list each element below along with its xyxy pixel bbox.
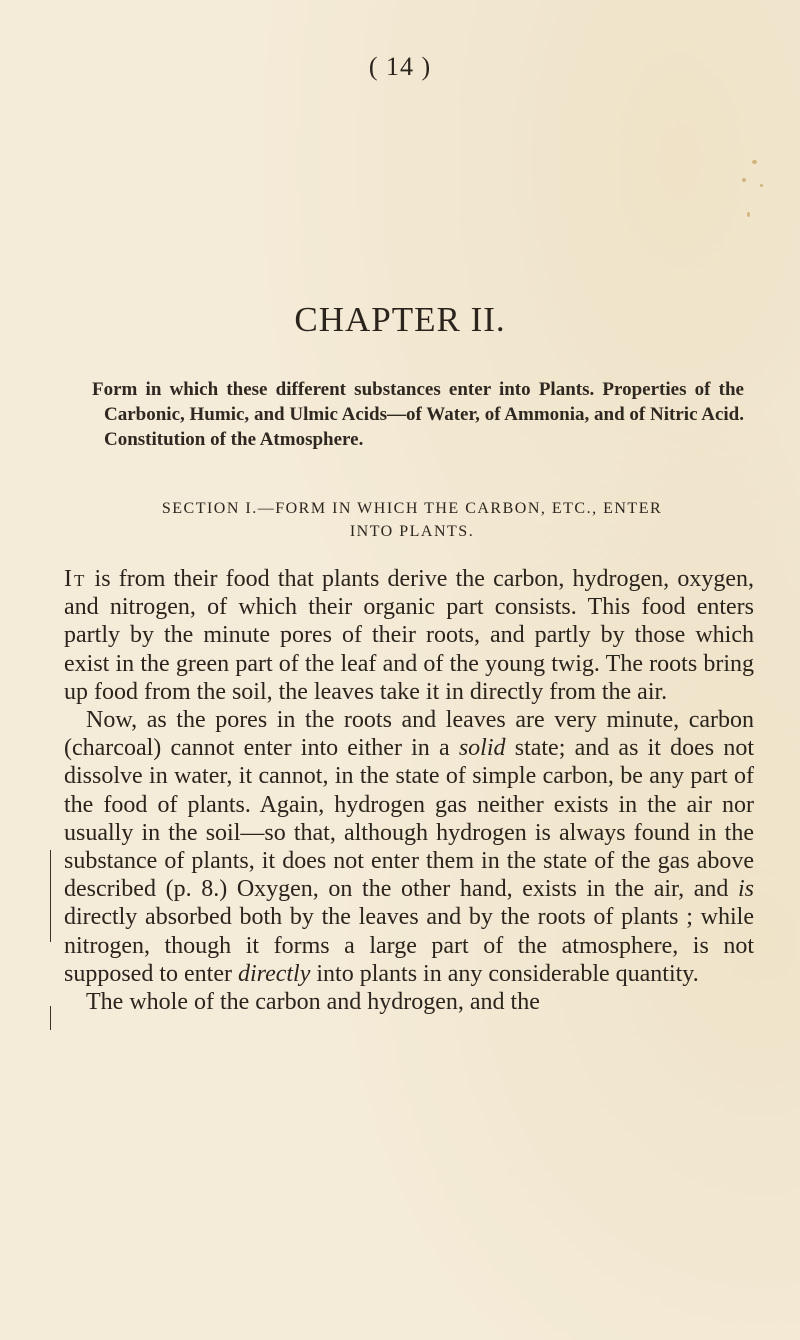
- chapter-synopsis: Form in which these different substances enter into Plants. Properties of the Carbonic, Humic, and Ulmic Acids—of Water, of Ammonia, and of Nitric Acid. Constitution of the Atmosphere.: [92, 379, 744, 450]
- paragraph-2-text-a: Now, as the pores in the roots and leaves are very minute, carbon (charcoal) cannot enter into either in a: [64, 707, 754, 762]
- emphasis-is: is: [737, 876, 754, 903]
- paper-stain: [742, 178, 746, 182]
- section-heading: [92, 497, 732, 543]
- paragraph-1-text: is from their food that plants derive the carbon, hydrogen, oxygen, and nitrogen, of which their organic part consists. This food enters partly by the minute pores of their roots, and partly by those which exist in the green part of the leaf and of the young twig. The roots bring up food from the soil, the leaves take it in directly from the air.: [64, 566, 754, 705]
- margin-pencil-mark: [50, 850, 51, 942]
- section-heading-line-1: SECTION I.—FORM IN WHICH THE CARBON, ETC., ENTER: [161, 500, 663, 517]
- paper-stain: [760, 184, 763, 187]
- page-number: ( 14 ): [368, 52, 432, 81]
- paragraph-2: [64, 706, 754, 988]
- paper-stain: [752, 160, 757, 164]
- paragraph-3: The whole of the carbon and hydrogen, and the: [86, 989, 540, 1016]
- body-text: [64, 565, 754, 1016]
- paragraph-2-text-d: into plants in any considerable quantity.: [310, 960, 699, 987]
- paragraph-1-lead: It: [64, 566, 87, 592]
- paper-stain: [747, 212, 750, 217]
- paragraph-1: [64, 565, 754, 706]
- margin-pencil-mark: [50, 1006, 51, 1030]
- emphasis-directly: directly: [237, 960, 311, 987]
- chapter-title: CHAPTER II.: [294, 300, 506, 339]
- emphasis-solid: solid: [458, 735, 506, 762]
- paragraph-2-text-c: directly absorbed both by the leaves and by the roots of plants ; while nitrogen, though it forms a large part of the atmosphere, is not supposed to enter: [64, 904, 754, 987]
- section-heading-line-2: INTO PLANTS.: [349, 523, 475, 540]
- paragraph-2-text-b: state; and as it does not dissolve in water, it cannot, in the state of simple carbon, be any part of the food of plants. Again, hydrogen gas neither exists in the air nor usually in the soil—so that, although hydrogen is always found in the substance of plants, it does not enter them in the state of the gas above described (p. 8.) Oxygen, on the other hand, exists in the air, and: [64, 735, 754, 903]
